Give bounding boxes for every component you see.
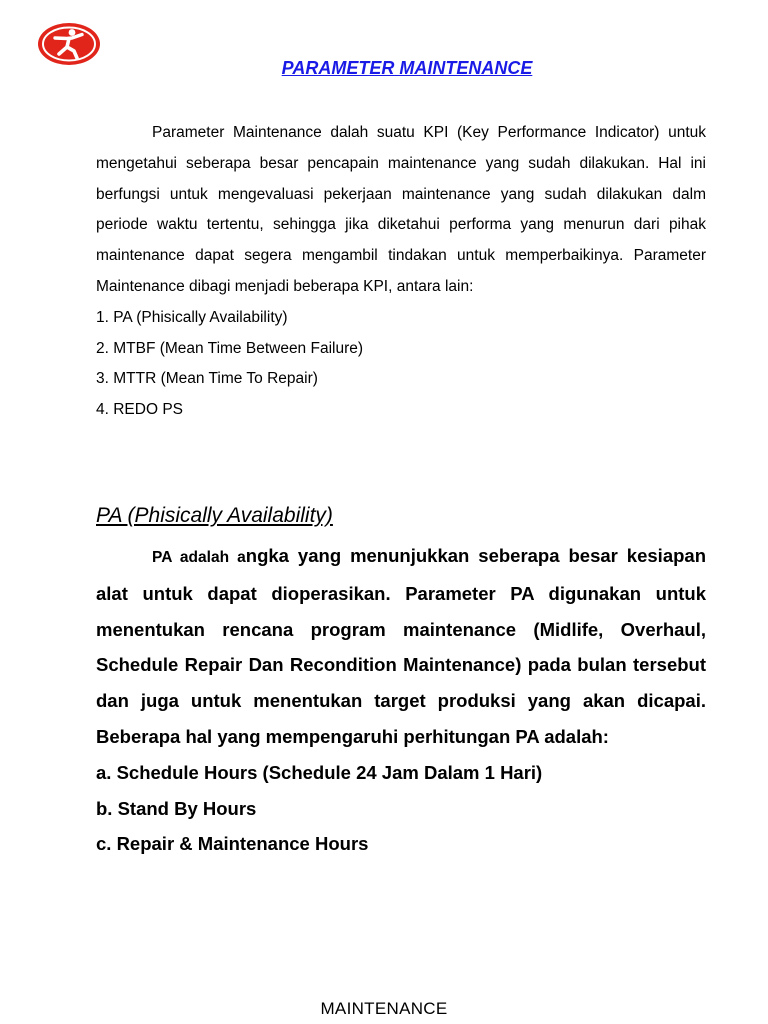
- pa-section: [96, 538, 706, 862]
- page-footer: MAINTENANCE: [320, 999, 448, 1018]
- list-item: 4. REDO PS: [96, 401, 183, 419]
- list-item: b. Stand By Hours: [96, 797, 257, 819]
- list-item: a. Schedule Hours (Schedule 24 Jam Dalam 1 Hari): [96, 761, 543, 783]
- list-item: 2. MTBF (Mean Time Between Failure): [96, 339, 364, 357]
- pa-paragraph: [96, 538, 706, 755]
- document-title: PARAMETER MAINTENANCE: [281, 58, 533, 78]
- intro-paragraph: Parameter Maintenance dalah suatu KPI (Key Performance Indicator) untuk mengetahui seberapa besar pencapain maintenance yang sudah dilakukan. Hal ini berfungsi untuk mengevaluasi pekerjaan maintenance yang sudah dilakukan dalm periode waktu tertentu, sehingga jika diketahui performa yang menurun dari pihak maintenance dapat segera mengambil tindakan untuk memperbaikinya. Parameter Maintenance dibagi menjadi beberapa KPI, antara lain:: [96, 124, 706, 295]
- list-item: 1. PA (Phisically Availability): [96, 308, 288, 326]
- list-item: 3. MTTR (Mean Time To Repair): [96, 370, 318, 388]
- list-item: c. Repair & Maintenance Hours: [96, 833, 369, 855]
- section-heading: PA (Phisically Availability): [96, 504, 333, 527]
- kpi-list: [96, 303, 706, 426]
- intro-section: [96, 118, 706, 426]
- pa-paragraph-body: ngka yang menunjukkan seberapa besar kesiapan alat untuk dapat dioperasikan. Parameter PA digunakan untuk menentukan rencana program maintenance (Midlife, Overhaul, Schedule Repair Dan Recondition Maintenance) pada bulan tersebut dan juga untuk menentukan target produksi yang akan dicapai. Beberapa hal yang mempengaruhi perhitungan PA adalah:: [96, 545, 706, 747]
- pa-factor-list: [96, 755, 706, 862]
- pa-paragraph-lead: PA adalah a: [152, 549, 246, 566]
